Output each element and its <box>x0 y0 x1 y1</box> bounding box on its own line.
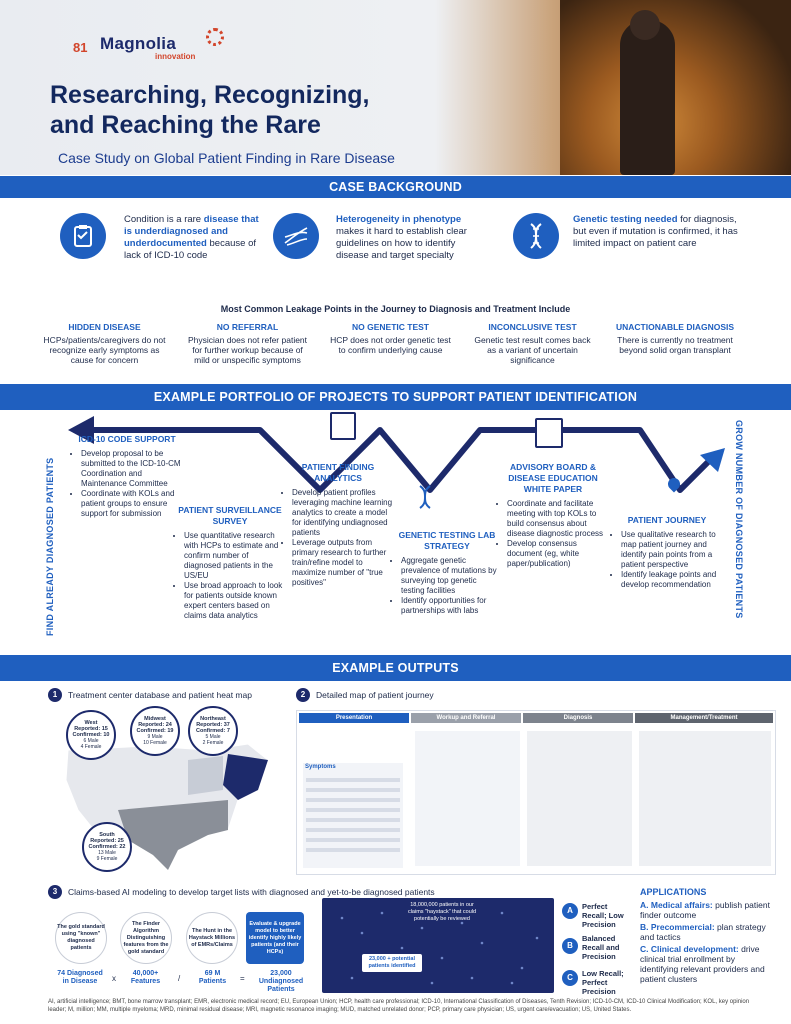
operator-times: x <box>112 974 116 983</box>
region-midwest: Midwest Reported: 24 Confirmed: 19 9 Male 10 Female <box>130 706 180 756</box>
output-2-label: Detailed map of patient journey <box>316 690 434 700</box>
step-patient-journey: PATIENT JOURNEY • Use qualitative research to map patient journey and identify pain points from a patient perspective • Identify leakage points and develop recommendation <box>612 515 722 590</box>
page-subtitle: Case Study on Global Patient Finding in Rare Disease <box>58 150 395 166</box>
hiker-figure <box>620 20 675 175</box>
output-2-number: 2 <box>296 688 310 702</box>
outputs-heading: EXAMPLE OUTPUTS <box>0 655 791 681</box>
output-1-number: 1 <box>48 688 62 702</box>
journey-map <box>296 710 776 875</box>
step-genetic-lab: GENETIC TESTING LAB STRATEGY • Aggregate genetic prevalence of mutations by surveying top genetic testing facilities • Identify opportunities for partnerships with labs <box>392 530 502 616</box>
gold-standard-step: The gold standard using "known" diagnosed patients <box>55 912 107 964</box>
logo-subtext: innovation <box>155 52 196 61</box>
leak-inconclusive-test: INCONCLUSIVE TEST Genetic test result comes back as a variant of uncertain significance <box>474 322 591 365</box>
output-1-label: Treatment center database and patient heat map <box>68 690 252 700</box>
symptom-table <box>303 763 403 868</box>
management-flow <box>639 731 771 866</box>
finder-algorithm-step: The Finder Algorithm Distinguishing features from the gold standard <box>120 912 172 964</box>
diagnosis-flow <box>527 731 632 866</box>
step-icd10: ICD-10 CODE SUPPORT • Develop proposal to be submitted to the ICD-10-CM Coordination and Maintenance Committee • Coordinate with KOLs and patient groups to ensure support for submission <box>72 434 182 519</box>
operator-divide: / <box>178 974 181 983</box>
left-side-label: FIND ALREADY DIAGNOSED PATIENTS <box>45 457 55 636</box>
leak-unactionable-diagnosis: UNACTIONABLE DIAGNOSIS There is currently no treatment beyond solid organ transplant <box>615 322 735 355</box>
logo-number: 81 <box>73 40 88 55</box>
applications-heading: APPLICATIONS <box>640 887 707 897</box>
logo-name: Magnolia <box>100 34 177 53</box>
region-south: South Reported: 25 Confirmed: 22 13 Male 9 Female <box>82 822 132 872</box>
haystack-scatter <box>322 898 554 993</box>
precision-a-label: Perfect Recall; Low Precision <box>582 902 624 929</box>
num-undiagnosed: 23,000 Undiagnosed Patients <box>258 970 304 993</box>
background-item-3: Genetic testing needed for diagnosis, but even if mutation is confirmed, it has limited impact on patient care <box>573 214 738 249</box>
leak-hidden-disease: HIDDEN DISEASE HCPs/patients/caregivers do not recognize early symptoms as cause for concern <box>43 322 166 365</box>
journey-col-management: Management/Treatment <box>635 713 773 723</box>
precision-b-label: Balanced Recall and Precision <box>582 934 620 961</box>
num-diagnosed: 74 Diagnosed in Disease <box>57 970 103 985</box>
precision-a-badge: A <box>562 903 578 919</box>
journey-col-workup: Workup and Referral <box>411 713 521 723</box>
page-title: Researching, Recognizing, and Reaching the Rare <box>50 81 370 139</box>
step-analytics: PATIENT FINDING ANALYTICS • Develop patient profiles leveraging machine learning analytics to create a model for identifying undiagnosed patients • Leverage outputs from primary research to further train/refine model to maximize number of "true positives" <box>283 462 393 588</box>
workup-flow <box>415 731 520 866</box>
network-icon <box>273 213 319 259</box>
dna-small-icon <box>417 485 433 509</box>
header-photo <box>560 0 791 175</box>
region-northeast: Northeast Reported: 37 Confirmed: 7 5 Male 2 Female <box>188 706 238 756</box>
leak-no-genetic-test: NO GENETIC TEST HCP does not order genetic test to confirm underlying cause <box>330 322 451 355</box>
output-3-number: 3 <box>48 885 62 899</box>
white-paper-icon <box>535 418 563 448</box>
footnote: AI, artificial intelligence; BMT, bone marrow transplant; EMR, electronic medical record; EU, European Union; HCP, health care professional; ICD-10, International Classification of Diseases, Tenth Revision; ICD-10-CM, ICD-10 Clinical Modification; KOL, key opinion leader; M, million; MM, multiple myeloma; MRD, minimal residual disease; MRI, magnetic resonance imaging; MUD, matched unrelated donor; PCP, primary care physician; US, urgent care/evacuation; US, United States. <box>48 999 750 1013</box>
journey-col-diagnosis: Diagnosis <box>523 713 633 723</box>
application-b: B. Precommercial: plan strategy and tactics <box>640 922 766 942</box>
step-surveillance: PATIENT SURVEILLANCE SURVEY • Use quantitative research with HCPs to estimate and confirm number of diagnosed patients in the US/EU • Use broad approach to look for patients outside known expert centers based on claims data analytics <box>175 505 285 621</box>
potential-patients-caption: 23,000 + potential patients identified <box>362 954 422 972</box>
right-side-label: GROW NUMBER OF DIAGNOSED PATIENTS <box>734 420 744 619</box>
haystack-caption: 18,000,000 patients in our claims "haystack" that could potentially be reviewed <box>407 902 477 922</box>
precision-c-badge: C <box>562 970 578 986</box>
logo-flower-icon <box>206 28 224 46</box>
num-patients: 69 M Patients <box>198 970 227 985</box>
journey-col-presentation: Presentation <box>299 713 409 723</box>
precision-b-badge: B <box>562 938 578 954</box>
evaluate-model-step: Evaluate & upgrade model to better identify highly likely patients (and their HCPs) <box>246 912 304 964</box>
leakage-title: Most Common Leakage Points in the Journey to Diagnosis and Treatment Include <box>220 304 571 314</box>
background-item-1: Condition is a rare disease that is underdiagnosed and underdocumented because of lack of ICD-10 code <box>124 214 259 261</box>
application-a: A. Medical affairs: publish patient finder outcome <box>640 900 770 920</box>
leak-no-referral: NO REFERRAL Physician does not refer patient for further workup because of mild or unspecific symptoms <box>187 322 308 365</box>
precision-c-label: Low Recall; Perfect Precision <box>582 969 624 996</box>
clipboard-icon <box>60 213 106 259</box>
symptom-table-title: Symptoms <box>305 764 336 770</box>
output-3-label: Claims-based AI modeling to develop target lists with diagnosed and yet-to-be diagnosed patients <box>68 887 435 897</box>
application-c: C. Clinical development: drive clinical trial enrollment by identifying relevant providers and patient clusters <box>640 944 765 984</box>
case-background-heading: CASE BACKGROUND <box>0 176 791 198</box>
region-west: West Reported: 15 Confirmed: 10 6 Male 4 Female <box>66 710 116 760</box>
num-features: 40,000+ Features <box>130 970 161 985</box>
dna-icon <box>513 213 559 259</box>
portfolio-heading: EXAMPLE PORTFOLIO OF PROJECTS TO SUPPORT PATIENT IDENTIFICATION <box>0 384 791 410</box>
step-advisory: ADVISORY BOARD & DISEASE EDUCATION WHITE PAPER • Coordinate and facilitate meeting with top KOLs to build consensus about disease diagnostic process • Develop consensus document (eg, white paper/publication) <box>498 462 608 569</box>
background-item-2: Heterogeneity in phenotype makes it hard to establish clear guidelines on how to identify disease and target specialty <box>336 214 467 261</box>
haystack-step: The Hunt in the Haystack Millions of EMRs/Claims <box>186 912 238 964</box>
analytics-document-icon <box>330 412 356 440</box>
operator-equals: = <box>240 974 245 983</box>
